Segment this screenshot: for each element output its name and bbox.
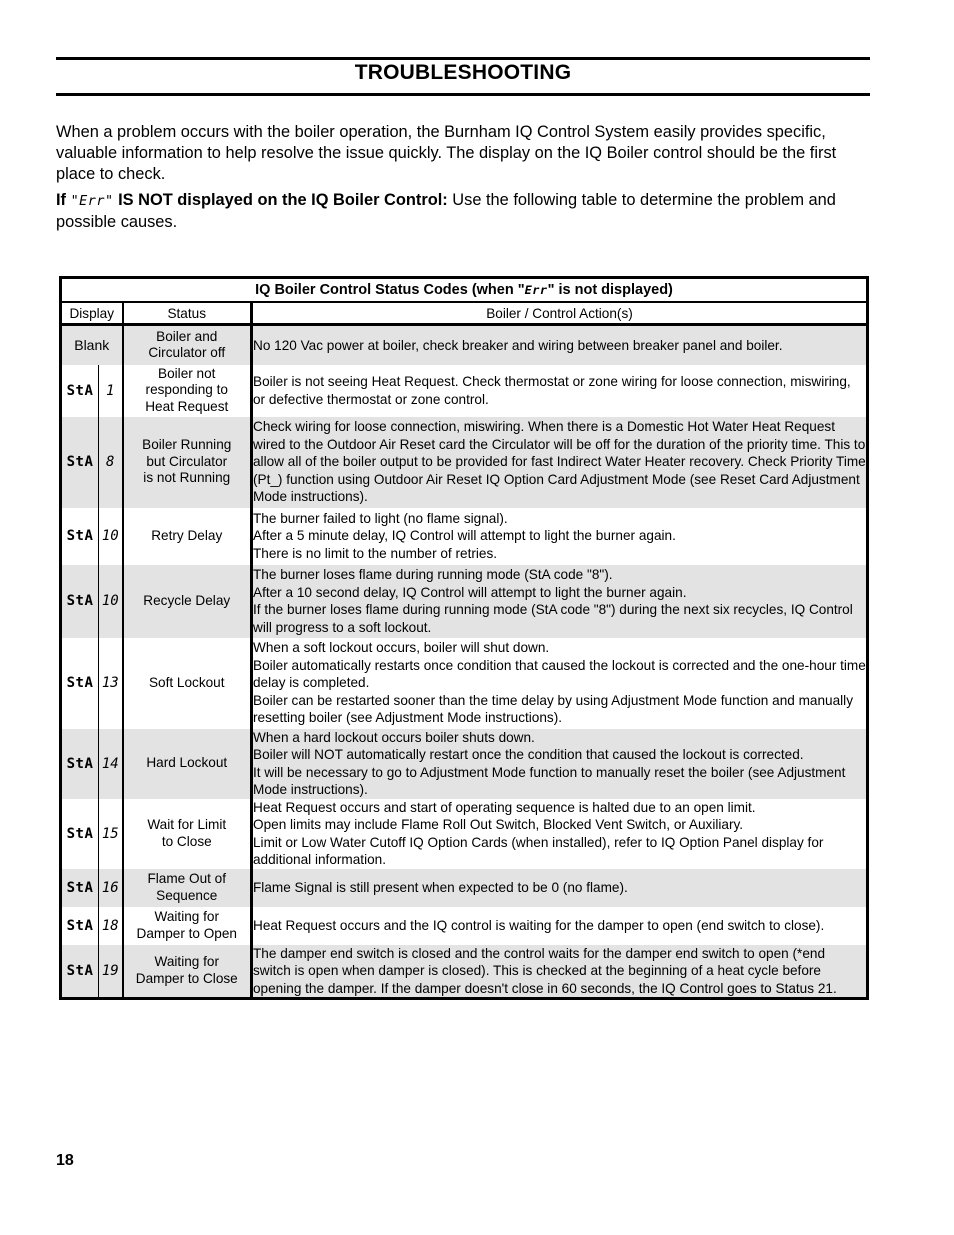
status-line: Damper to Open <box>136 925 237 941</box>
header-action: Boiler / Control Action(s) <box>252 302 868 325</box>
action-cell <box>252 325 868 365</box>
display-number <box>99 417 123 508</box>
display-number <box>99 365 123 417</box>
title-underline-rule <box>56 93 870 96</box>
status-line: but Circulator <box>146 453 228 469</box>
action-cell <box>252 638 868 729</box>
display-code-text: StA <box>66 528 94 544</box>
display-code-text: StA <box>66 675 94 691</box>
status-line: Circulator off <box>148 345 226 361</box>
display-number <box>99 945 123 999</box>
status-line: Waiting for <box>154 909 219 924</box>
status-cell <box>123 799 252 869</box>
display-code-text: StA <box>66 382 94 399</box>
err-code: "Err" <box>70 194 114 209</box>
action-cell <box>252 565 868 638</box>
action-line: Check wiring for loose connection, miswiring. When there is a Domestic Hot Water Heat Request wired to the Outdoor Air Reset card the Circulator will be off for the duration of the priority time. This to allow all of the boiler output to be provided for fast Indirect Water Heater recovery. Check Priority Time (Pt_) function using Outdoor Air Reset IQ Option Card Adjustment Mode (see Reset Card Adjustment Mode instructions). <box>253 419 866 505</box>
status-cell <box>123 508 252 565</box>
table-row <box>61 729 868 799</box>
action-line: The burner failed to light (no flame signal). <box>253 510 508 526</box>
status-cell <box>123 945 252 999</box>
status-line: Soft Lockout <box>148 674 225 690</box>
status-cell <box>123 638 252 729</box>
display-number-text: 14 <box>101 755 119 772</box>
caption-code: Err <box>524 283 548 297</box>
table-body <box>61 325 868 999</box>
page-number: 18 <box>56 1152 74 1169</box>
display-number-text: 16 <box>101 879 119 896</box>
action-line: After a 5 minute delay, IQ Control will attempt to light the burner again. <box>253 528 676 544</box>
display-code-text: StA <box>66 917 94 934</box>
action-line: If the burner loses flame during running mode (StA code "8") during the next six recycles, IQ Control will progress to a soft lockout. <box>253 602 853 635</box>
intro-text <box>56 122 870 238</box>
action-line: Boiler automatically restarts once condition that caused the lockout is corrected and the one-hour time delay is completed. <box>253 657 866 691</box>
display-number <box>99 508 123 565</box>
action-line: It will be necessary to go to Adjustment Mode function to manually reset the boiler (see Adjustment Mode instructions). <box>253 764 846 797</box>
status-cell <box>123 565 252 638</box>
status-line: responding to <box>145 382 228 398</box>
status-line: Sequence <box>156 887 218 903</box>
display-code-text: StA <box>66 825 94 842</box>
table-row <box>61 945 868 999</box>
status-line: Wait for Limit <box>147 817 227 832</box>
display-number-text: 8 <box>106 454 115 470</box>
status-line: Boiler and <box>156 328 218 344</box>
table-row <box>61 638 868 729</box>
display-number-text: 19 <box>101 962 119 979</box>
action-line: Flame Signal is still present when expected to be 0 (no flame). <box>253 879 628 895</box>
action-cell <box>252 907 868 945</box>
display-number-text: 10 <box>101 528 119 544</box>
header-display: Display <box>61 302 123 325</box>
table-row <box>61 799 868 869</box>
table-row <box>61 508 868 565</box>
display-number <box>99 869 123 907</box>
action-line: The damper end switch is closed and the control waits for the damper end switch to open (*end switch is open when damper is closed). This is checked at the beginning of a heat cycle before opening the damper. If the damper doesn't close in 60 seconds, the IQ Control goes to Status 21. <box>253 945 837 996</box>
section-title: TROUBLESHOOTING <box>354 61 572 84</box>
status-line: Boiler not <box>158 365 216 381</box>
caption-before: IQ Boiler Control Status Codes (when " <box>255 282 525 298</box>
table-row <box>61 417 868 508</box>
action-line: Open limits may include Flame Roll Out Switch, Blocked Vent Switch, or Auxiliary. <box>253 817 744 832</box>
status-line: to Close <box>161 833 212 849</box>
status-line: Damper to Close <box>135 970 238 986</box>
status-line: Flame Out of <box>147 871 227 886</box>
display-number-text: 1 <box>106 382 115 399</box>
display-number <box>99 565 123 638</box>
action-line: Boiler is not seeing Heat Request. Check thermostat or zone wiring for loose connection, miswiring, or defective thermostat or zone control. <box>253 374 851 407</box>
table-caption <box>61 278 868 303</box>
caption-after: " is not displayed) <box>547 282 673 298</box>
action-cell <box>252 417 868 508</box>
top-rule <box>56 57 870 60</box>
display-number-text: 15 <box>101 825 119 842</box>
action-cell <box>252 799 868 869</box>
display-code-text: StA <box>66 454 94 470</box>
status-cell <box>123 869 252 907</box>
display-code-text: StA <box>66 879 94 896</box>
action-cell <box>252 729 868 799</box>
status-line: Retry Delay <box>151 527 223 543</box>
display-code <box>61 365 99 417</box>
display-code <box>61 508 99 565</box>
status-cell <box>123 325 252 365</box>
if-bold-rest: IS NOT displayed on the IQ Boiler Control: <box>113 191 448 209</box>
status-codes-table <box>59 276 869 1000</box>
action-cell <box>252 945 868 999</box>
status-line: Heat Request <box>145 398 229 414</box>
action-line: Limit or Low Water Cutoff IQ Option Cards (when installed), refer to IQ Option Panel display for additional information. <box>253 834 824 867</box>
status-line: is not Running <box>143 470 231 486</box>
action-line: No 120 Vac power at boiler, check breaker and wiring between breaker panel and boiler. <box>253 337 783 353</box>
intro-paragraph: When a problem occurs with the boiler operation, the Burnham IQ Control System easily provides specific, valuable information to help resolve the issue quickly. The display on the IQ Boiler control should be the first place to check. <box>56 123 837 183</box>
display-code-text: StA <box>66 593 94 609</box>
action-line: When a soft lockout occurs, boiler will shut down. <box>253 640 550 656</box>
display-code <box>61 869 99 907</box>
status-cell <box>123 417 252 508</box>
display-code: Blank <box>61 325 123 365</box>
if-rest: Use the following table to determine the problem and possible causes. <box>56 191 836 231</box>
display-code <box>61 907 99 945</box>
if-prefix: If <box>56 191 71 209</box>
intro-if-paragraph <box>56 190 870 233</box>
action-line: Heat Request occurs and the IQ control is waiting for the damper to open (end switch to close). <box>253 917 825 933</box>
display-code <box>61 638 99 729</box>
status-line: Boiler Running <box>142 437 232 453</box>
display-code <box>61 417 99 508</box>
status-line: Waiting for <box>154 954 219 970</box>
action-line: Heat Request occurs and start of operating sequence is halted due to an open limit. <box>253 799 756 815</box>
status-line: Hard Lockout <box>146 755 228 771</box>
action-line: After a 10 second delay, IQ Control will attempt to light the burner again. <box>253 584 687 600</box>
display-number-text: 18 <box>101 917 119 934</box>
action-cell <box>252 869 868 907</box>
action-cell <box>252 508 868 565</box>
table-row <box>61 869 868 907</box>
display-number-text: 13 <box>101 675 119 691</box>
display-number <box>99 799 123 869</box>
display-number <box>99 729 123 799</box>
display-number <box>99 907 123 945</box>
status-cell <box>123 365 252 417</box>
display-code <box>61 565 99 638</box>
display-number-text: 10 <box>101 593 119 609</box>
display-code <box>61 945 99 999</box>
action-line: Boiler will NOT automatically restart once the condition that caused the lockout is corrected. <box>253 747 804 762</box>
status-cell <box>123 729 252 799</box>
display-code-text: StA <box>66 962 94 979</box>
table-row <box>61 325 868 365</box>
status-line: Recycle Delay <box>143 592 231 608</box>
table-row <box>61 565 868 638</box>
action-line: There is no limit to the number of retries. <box>253 545 498 561</box>
table-row <box>61 907 868 945</box>
action-cell <box>252 365 868 417</box>
action-line: When a hard lockout occurs boiler shuts down. <box>253 729 535 745</box>
action-line: The burner loses flame during running mode (StA code "8"). <box>253 567 613 582</box>
display-code-text: StA <box>66 755 94 772</box>
header-status: Status <box>123 302 252 325</box>
display-code <box>61 799 99 869</box>
action-line: Boiler can be restarted sooner than the time delay by using Adjustment Mode function and manually resetting boiler (see Adjustment Mode instructions). <box>253 692 853 726</box>
table-row <box>61 365 868 417</box>
status-cell <box>123 907 252 945</box>
display-code <box>61 729 99 799</box>
display-number <box>99 638 123 729</box>
